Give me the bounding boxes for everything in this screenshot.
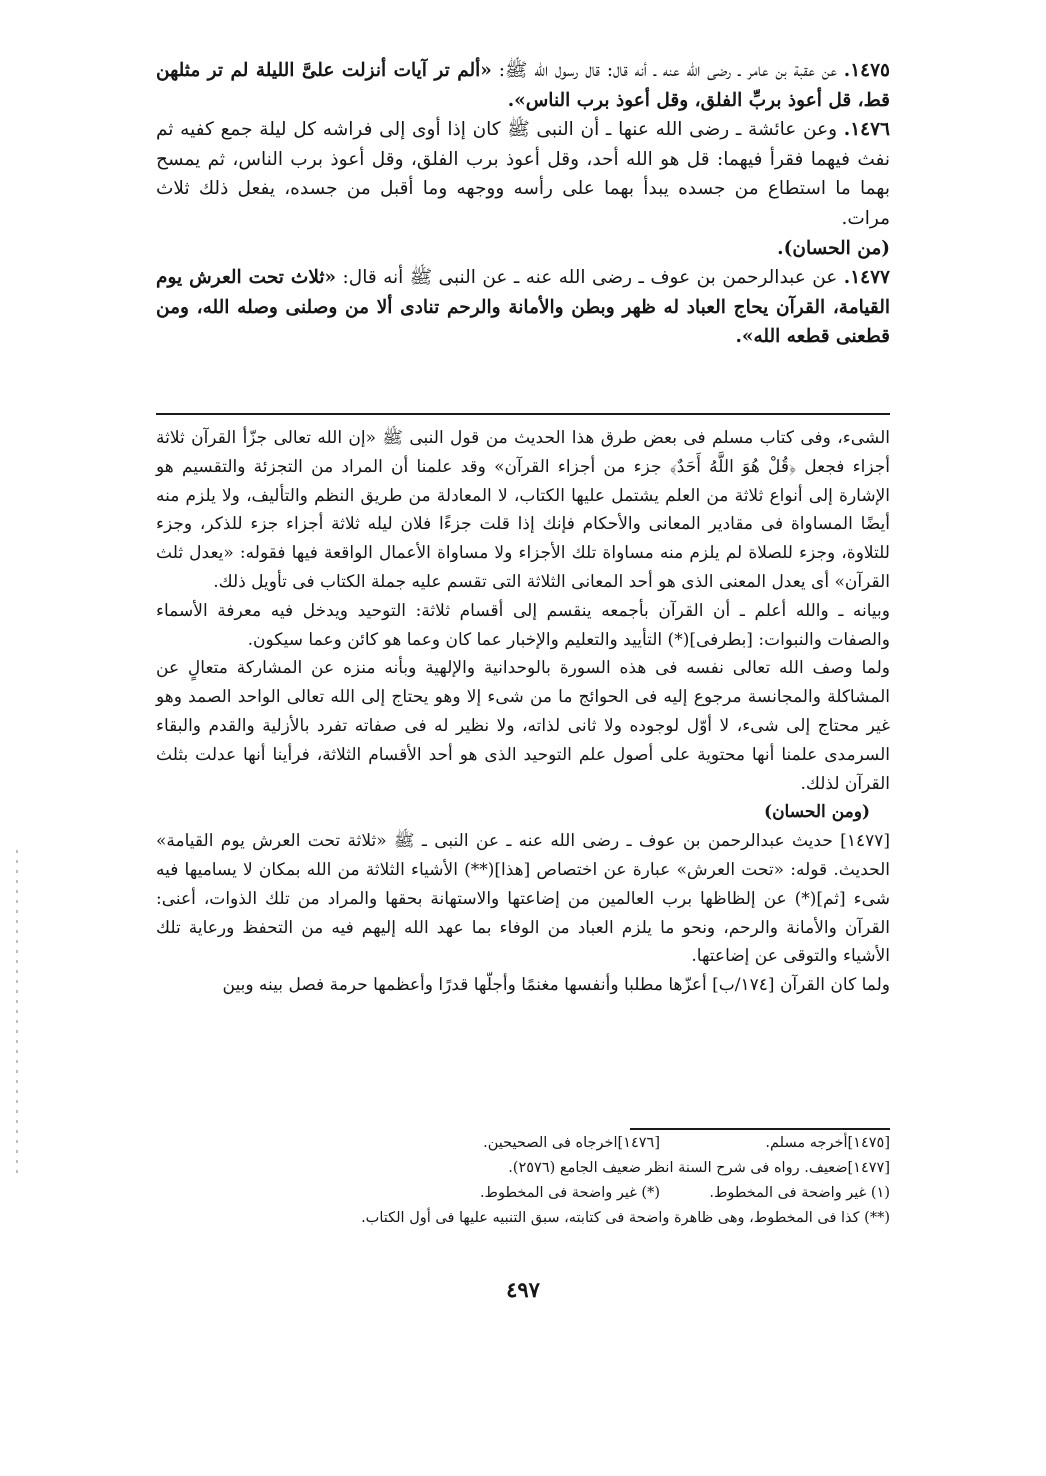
main-divider (156, 413, 890, 415)
hadith-number: ١٤٧٧. (843, 267, 890, 289)
commentary-section-label: (ومن الحسان) (764, 802, 870, 823)
section-label: (من الحسان). (777, 237, 890, 259)
commentary-text (156, 424, 890, 1000)
hadith-1476 (156, 115, 890, 233)
footnote-divider (630, 1128, 890, 1130)
hadith-1477 (156, 263, 890, 352)
hadith-matn: «ألم تر آيات أنزلت علىَّ الليلة لم تر مثلهن قط، قل أعوذ بربِّ الفلق، وقل أعوذ برب الناس». (156, 60, 890, 111)
hadith-chain: عن عقبة بن عامر ـ رضى الله عنه ـ أنه قال: قال رسول الله ﷺ: (491, 60, 844, 81)
hadith-1475 (156, 56, 890, 115)
footnote-row (156, 1181, 890, 1206)
footnote: (١) غير واضحة فى المخطوط. (709, 1185, 890, 1201)
footnote: (**) كذا فى المخطوط، وهى ظاهرة واضحة فى كتابته، سبق التنبيه عليها فى أول الكتاب. (361, 1210, 890, 1226)
hadith-matn: «ثلاث تحت العرش يوم القيامة، القرآن يحاج العباد له ظهر وبطن والأمانة والرحم تنادى ألا من وصلنى وصله الله، ومن قطعنى قطعه الله». (156, 267, 890, 348)
hadith-number: ١٤٧٦. (843, 119, 890, 141)
footnote: [١٤٧٥]أخرجه مسلم. (765, 1135, 890, 1151)
hadith-text: وعن عائشة ـ رضى الله عنها ـ أن النبى ﷺ كان إذا أوى إلى فراشه كل ليلة جمع كفيه ثم نفث فيهما فقرأ فيهما: قل هو الله أحد، وقل أعوذ برب الفلق، وقل أعوذ برب الناس، ثم يمسح بهما ما استطاع من جسده يبدأ بهما على رأسه ووجهه وما أقبل من جسده، يفعل ذلك ثلاث مرات. (156, 119, 890, 229)
footnotes (156, 1131, 890, 1231)
hadith-number: ١٤٧٥. (843, 60, 890, 81)
footnote: [١٤٧٧]ضعيف. رواه فى شرح السنة انظر ضعيف الجامع (٢٥٧٦). (508, 1160, 890, 1176)
footnote: [١٤٧٦]اخرجاه فى الصحيحين. (483, 1135, 660, 1151)
hadith-chain: عن عبدالرحمن بن عوف ـ رضى الله عنه ـ عن النبى ﷺ أنه قال: (336, 267, 844, 289)
footnote: (*) غير واضحة فى المخطوط. (479, 1185, 660, 1201)
commentary-paragraph: [١٤٧٧] حديث عبدالرحمن بن عوف ـ رضى الله عنه ـ عن النبى ـ ﷺ «ثلاثة تحت العرش يوم القيامة» الحديث. قوله: «تحت العرش» عبارة عن اختصاص [هذا](**) الأشياء الثلاثة من الله بمكان لا يساميها فيه شىء [ثم](*) عن إلظاظها برب العالمين من إضاعتها والاستهانة بحقها والمراد من تلك الذوات، أعنى: القرآن والأمانة والرحم، ونحو ما يلزم العباد من الوفاء بما عهد الله إليهم فيه من التحفظ ورعاية تلك الأشياء والتوقى عن إضاعتها. (156, 831, 890, 967)
commentary-paragraph: الشىء، وفى كتاب مسلم فى بعض طرق هذا الحديث من قول النبى ﷺ «إن الله تعالى جزّأ القرآن ثلاثة أجزاء فجعل ﴿قُلْ هُوَ اللَّهُ أَحَدٌ﴾ جزء من أجزاء القرآن» وقد علمنا أن المراد من التجزئة والتقسيم هو الإشارة إلى أنواع ثلاثة من العلم يشتمل عليها الكتاب، لا المعادلة من طريق النظم والتأليف، ولا يلزم منه أيضًا المساواة فى مقادير المعانى والأحكام فإنك إذا قلت جزءًا فلان ليله ثلاثة أجزاء جزء للذكر، وجزء للتلاوة، وجزء للصلاة لم يلزم منه مساواة تلك الأجزاء ولا مساواة الأعمال الواقعة فيها فقوله: «يعدل ثلث القرآن» أى يعدل المعنى الذى هو أحد المعانى الثلاثة التى تقسم عليه جملة الكتاب فى تأويل ذلك. (156, 428, 890, 592)
commentary-paragraph: ولما وصف الله تعالى نفسه فى هذه السورة بالوحدانية والإلهية وبأنه منزه عن المشاركة متعالٍ عن المشاكلة والمجانسة مرجوع إليه فى الحوائج ما من شىء إلا وهو يحتاج إلى الله تعالى الواحد الصمد وهو غير محتاج إلى شىء، لا أوّل لوجوده ولا ثانى لذاته، ولا نظير له فى صفاته تفرد بالأزلية والقدم والبقاء السرمدى علمنا أنها محتوية على أصول علم التوحيد الذى هو أحد الأقسام الثلاثة، فرأينا أنها عدلت بثلث القرآن لذلك. (156, 658, 890, 794)
scan-margin-mark (16, 850, 18, 1180)
footnote-row (156, 1131, 890, 1156)
page-number: ٤٩٧ (506, 1277, 540, 1302)
commentary-paragraph: ولما كان القرآن [١٧٤/ب] أعزّها مطلبا وأنفسها مغنمًا وأجلّها قدرًا وأعظمها حرمة فصل بينه وبين (222, 975, 890, 996)
main-hadith-text (156, 56, 890, 352)
commentary-paragraph: وبيانه ـ والله أعلم ـ أن القرآن بأجمعه ينقسم إلى أقسام ثلاثة: التوحيد ويدخل فيه معرفة الأسماء والصفات والنبوات: [بطرفى](*) التأييد والتعليم والإخبار عما كان وعما هو كائن وعما سيكون. (156, 600, 890, 650)
